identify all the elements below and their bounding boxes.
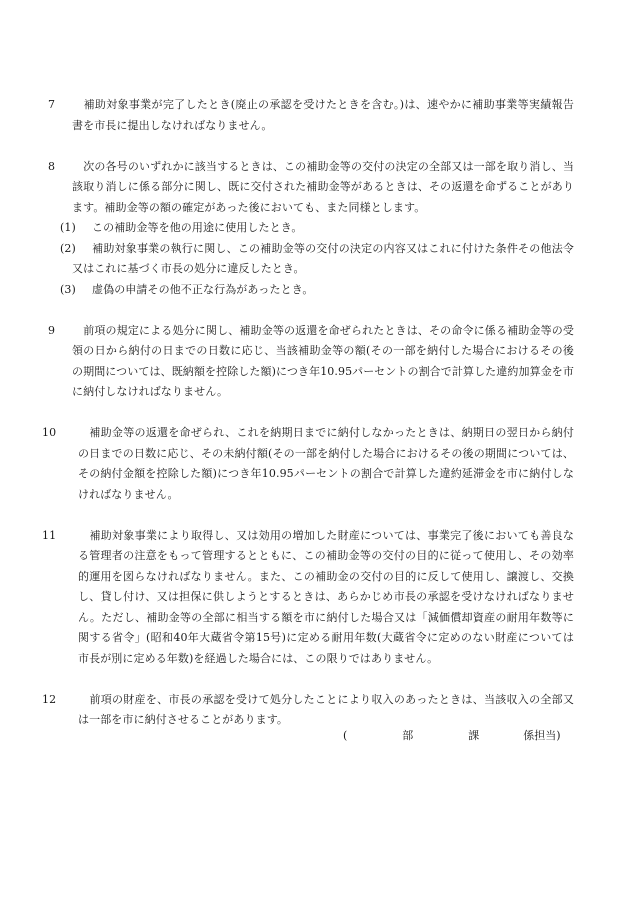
clause-number: 7 [48, 98, 56, 111]
sub-item-3 [60, 280, 574, 301]
clause-number: 8 [48, 159, 56, 173]
clause-9 [48, 321, 574, 403]
sub-item-text: この補助金等を他の用途に使用したとき。 [92, 221, 303, 234]
clause-8 [48, 157, 574, 301]
clause-text: 前項の規定による処分に関し、補助金等の返還を命ぜられたときは、その命令に係る補助金等の受領の日から納付の日までの日数に応じ、当該補助金等の額(その一部を納付した場合におけるその後の期間については、既納額を控除した額)につき年10.95パーセントの割合で計算した違約加算金を市に納付しなければなりません。 [72, 323, 574, 398]
contact-department: ( 部 課 係担当) [343, 729, 561, 742]
clause-text: 補助対象事業が完了したとき(廃止の承認を受けたときを含む。)は、速やかに補助事業等実績報告書を市長に提出しなければなりません。 [72, 98, 574, 132]
clause-11 [42, 526, 575, 670]
clause-10 [42, 423, 574, 505]
sub-item-text: 虚偽の申請その他不正な行為があったとき。 [92, 282, 314, 296]
sub-item-number: (2) [60, 241, 76, 255]
clause-text: 補助金等の返還を命ぜられ、これを納期日までに納付しなかったときは、納期日の翌日から納付の日までの日数に応じ、その未納付額(その一部を納付した場合におけるその後の期間については、その納付金額を控除した額)につき年10.95パーセントの割合で計算した違約延滞金を市に納付しなければなりません。 [78, 426, 574, 501]
sub-item-2 [60, 239, 574, 280]
clause-text: 前項の財産を、市長の承認を受けて処分したことにより収入のあったときは、当該収入の全部又は一部を市に納付させることがあります。 [78, 692, 574, 726]
sub-item-text: 補助対象事業の執行に関し、この補助金等の交付の決定の内容又はこれに付けた条件その他法令又はこれに基づく市長の処分に違反したとき。 [72, 241, 574, 275]
sub-item-number: (1) [60, 221, 76, 234]
clause-number: 12 [42, 692, 57, 706]
sub-item-number: (3) [60, 282, 76, 296]
clause-text: 補助対象事業により取得し、又は効用の増加した財産については、事業完了後においても善良なる管理者の注意をもって管理するとともに、この補助金等の交付の目的に従って使用し、その効率的運用を図らなければなりません。また、この補助金の交付の目的に反して使用し、譲渡し、交換し、貸し付け、又は担保に供しようとするときは、あらかじめ市長の承認を受けなければなりません。ただし、補助金等の全部に相当する額を市に納付した場合又は「減価償却資産の耐用年数等に関する省令」(昭和40年大蔵省令第15号)に定める耐用年数(大蔵省令に定めのない財産については市長が別に定める年数)を経過した場合には、この限りではありません。 [78, 528, 575, 665]
clause-number: 9 [48, 323, 56, 337]
sub-item-1 [60, 218, 574, 239]
clause-12 [42, 690, 574, 731]
clause-7 [48, 95, 574, 136]
clause-number: 10 [42, 426, 57, 439]
clause-text: 次の各号のいずれかに該当するときは、この補助金等の交付の決定の全部又は一部を取り消し、当該取り消しに係る部分に関し、既に交付された補助金等があるときは、その返還を命ずることがあります。補助金等の額の確定があった後においても、また同様とします。 [72, 159, 574, 214]
clause-number: 11 [42, 528, 57, 542]
